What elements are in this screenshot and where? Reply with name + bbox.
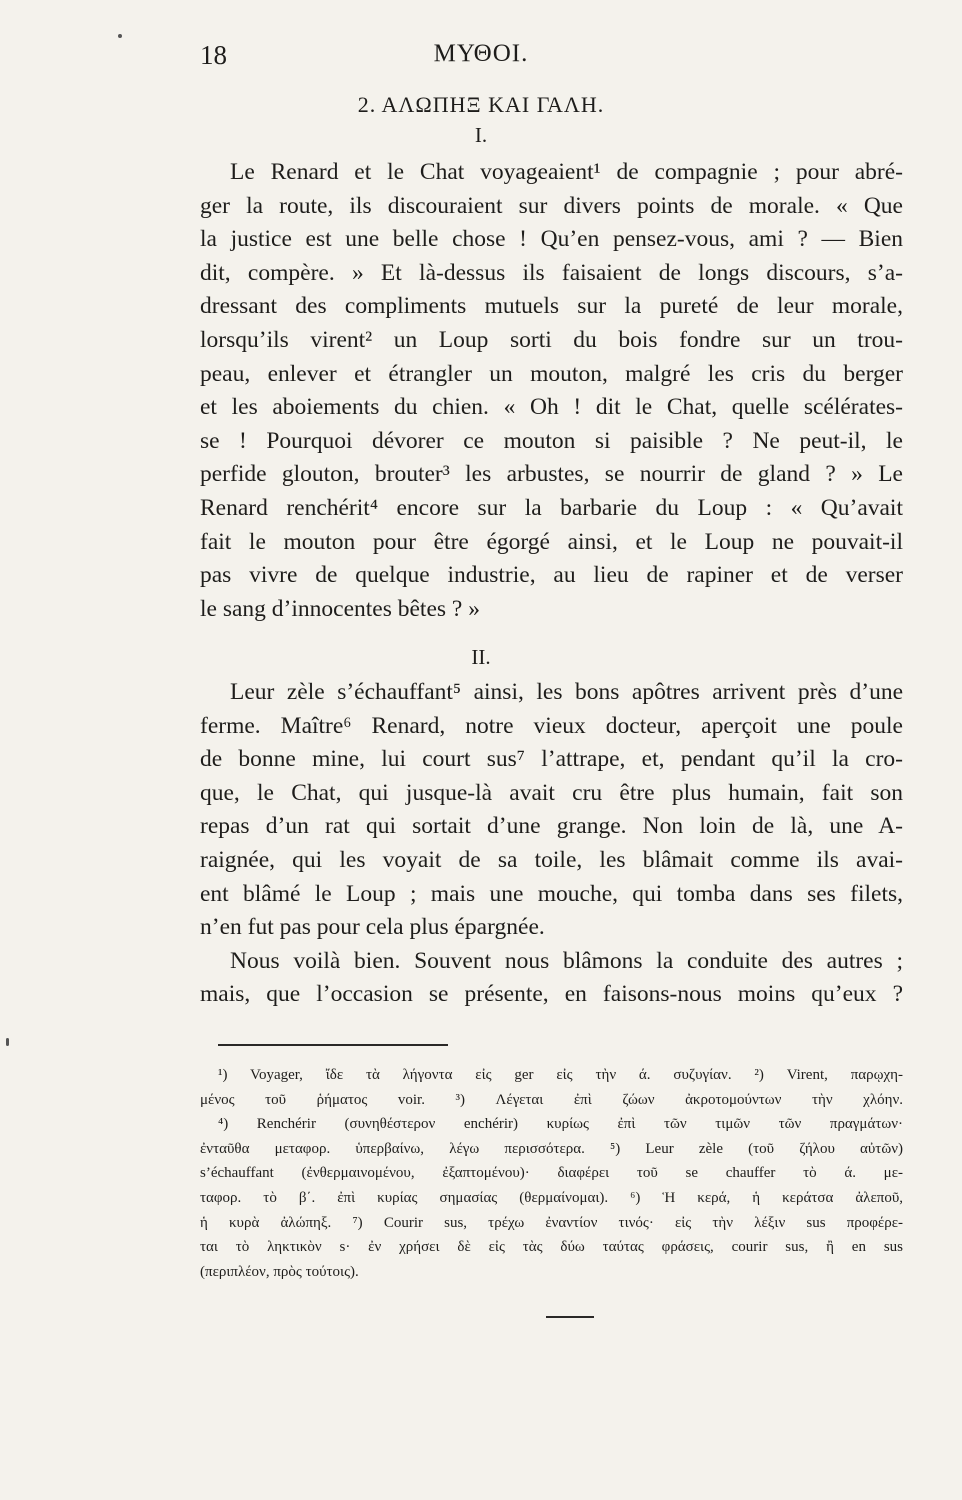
text-line: dit, compère. » Et là-dessus ils faisaient de longs discours, s’a-: [200, 259, 903, 286]
text-line: perfide glouton, brouter³ les arbustes, se nourrir de gland ? » Le: [200, 461, 903, 488]
text-line: ent blâmé le Loup ; mais une mouche, qui tomba dans ses filets,: [200, 880, 903, 907]
text-line: Leur zèle s’échauffant⁵ ainsi, les bons apôtres arrivent près d’une: [230, 679, 903, 705]
footnote-line: ται τὸ ληκτικὸν s· ἐν χρήσει δὲ εἰς τὰς δύω ταύτας φράσεις, courir sus, ἢ en sus: [200, 1239, 903, 1256]
text-line: ferme. Maître⁶ Renard, notre vieux docteur, aperçoit une poule: [200, 712, 903, 739]
fable-title: 2. ΑΛΩΠΗΞ ΚΑΙ ΓΑΛΗ.: [357, 92, 605, 117]
text-line: n’en fut pas pour cela plus épargnée.: [200, 914, 545, 941]
footnotes: [200, 1063, 903, 1284]
text-line: Nous voilà bien. Souvent nous blâmons la conduite des autres ;: [230, 947, 903, 974]
footnote-line: (περιπλέον, πρὸς τούτοις).: [200, 1263, 359, 1280]
text-line: raignée, qui les voyait de sa toile, les blâmait comme ils avai-: [200, 846, 903, 873]
text-line: dressant des compliments mutuels sur la pureté de leur morale,: [200, 293, 903, 320]
text-line: repas d’un rat qui sortait d’une grange. Non loin de là, une A-: [200, 813, 903, 840]
print-speck: [6, 1038, 9, 1046]
footnote-rule: [218, 1044, 448, 1046]
text-line: ger la route, ils discouraient sur divers points de morale. « Que: [200, 192, 903, 219]
footnote-line: ἡ κυρὰ ἀλώπηξ. ⁷) Courir sus, τρέχω ἐναντίον τινός· εἰς τὴν λέξιν sus προφέρε-: [200, 1214, 903, 1231]
print-speck: [118, 34, 122, 38]
footnote-line: ταφορ. τὸ β΄. ἐπὶ κυρίας σημασίας (θερμαίνομαι). ⁶) Ἡ κερά, ἡ κεράτσα ἀλεποῦ,: [200, 1189, 903, 1206]
text-line: lorsqu’ils virent² un Loup sorti du bois fondre sur un trou-: [200, 326, 903, 353]
end-rule: [546, 1316, 594, 1318]
text-line: et les aboiements du chien. « Oh ! dit le Chat, quelle scélérates-: [200, 394, 903, 421]
text-line: fait le mouton pour être égorgé ainsi, et le Loup ne pouvait-il: [200, 528, 903, 555]
text-line: le sang d’innocentes bêtes ? »: [200, 595, 480, 622]
text-line: pas vivre de quelque industrie, au lieu de rapiner et de verser: [200, 562, 903, 589]
text-line: Renard renchérit⁴ encore sur la barbarie du Loup : « Qu’avait: [200, 494, 903, 521]
section-heading-1: I.: [474, 123, 488, 147]
part-one-text: [200, 156, 903, 626]
section-heading-2: II.: [471, 645, 491, 669]
text-line: que, le Chat, qui jusque-là avait cru être plus humain, fait son: [200, 779, 903, 806]
footnote-line: μένος τοῦ ῥήματος voir. ³) Λέγεται ἐπὶ ζώων ἀκροτομούντων τὴν χλόην.: [200, 1091, 903, 1108]
footnote-line: ¹) Voyager, ἴδε τὰ λήγοντα εἰς ger εἰς τὴν ά. συζυγίαν. ²) Virent, παρῳχη-: [218, 1067, 903, 1083]
footnote-line: ἐνταῦθα μεταφορ. ὑπερβαίνω, λέγω περισσότερα. ⁵) Leur zèle (τοῦ ζήλου αὐτῶν): [200, 1140, 903, 1157]
part-two-text: [200, 676, 903, 1012]
text-line: la justice est une belle chose ! Qu’en pensez-vous, ami ? — Bien: [200, 226, 903, 253]
text-line: mais, que l’occasion se présente, en faisons-nous moins qu’eux ?: [200, 981, 903, 1008]
text-line: se ! Pourquoi dévorer ce mouton si paisible ? Ne peut-il, le: [200, 427, 903, 454]
text-line: peau, enlever et étrangler un mouton, malgré les cris du berger: [200, 360, 903, 387]
text-line: de bonne mine, lui court sus⁷ l’attrape, et, pendant qu’il la cro-: [200, 746, 903, 773]
running-title: ΜΥΘΟΙ.: [433, 40, 529, 67]
page-number: 18: [200, 40, 227, 70]
footnote-line: s’échauffant (ἐνθερμαινομένου, ἐξαπτομένου)· διαφέρει τοῦ se chauffer τὸ ά. με-: [200, 1165, 903, 1182]
footnote-line: ⁴) Renchérir (συνηθέστερον enchérir) κυρίως ἐπὶ τῶν τιμῶν τῶν πραγμάτων·: [218, 1116, 903, 1133]
text-line: Le Renard et le Chat voyageaient¹ de compagnie ; pour abré-: [230, 159, 903, 185]
